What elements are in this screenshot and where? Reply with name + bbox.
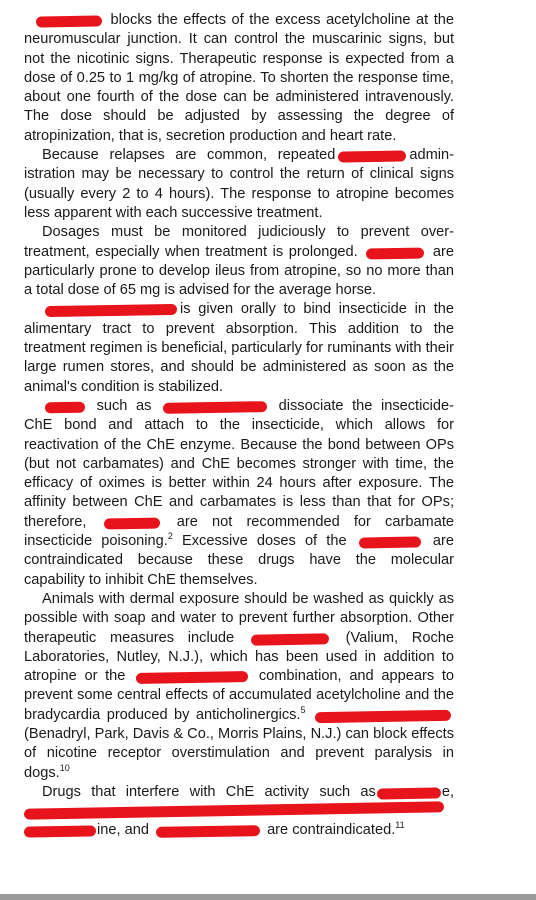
redaction-mark bbox=[156, 826, 260, 839]
redaction-mark bbox=[251, 633, 329, 645]
paragraph-text: (Benadryl, Park, Davis & Co., Morris Plains, N.J.) can block effects of nicotine receptor overstimulation and prevent paralysis in dogs. bbox=[24, 725, 454, 781]
paragraph-text: are contraindicated because these drugs have the molecular capability to inhibit ChE themselves. bbox=[24, 533, 454, 588]
paragraph-text: are contraindicated. bbox=[267, 822, 396, 839]
redaction-mark bbox=[24, 802, 444, 820]
citation-superscript: 2 bbox=[167, 531, 173, 542]
paragraph-text: administration may be necessary to control the return of clinical signs (usually every 2 to 4 hours). The response to atropine becomes less apparent with each successive treatment. bbox=[24, 147, 454, 221]
redaction-mark bbox=[136, 671, 248, 684]
paragraph-text: such as bbox=[96, 397, 152, 414]
document-page bbox=[24, 11, 454, 841]
paragraph-text: Animals with dermal exposure should be washed as quickly as possible with soap and water to prevent further absorption. Other therapeutic measures include bbox=[24, 590, 454, 646]
redaction-mark bbox=[45, 304, 177, 317]
paragraph-text: ine, and bbox=[97, 822, 149, 839]
citation-superscript: 11 bbox=[395, 820, 405, 831]
paragraph-text: (Valium, Roche Laboratories, Nutley, N.J.), which has been used in addition to atropine or the bbox=[24, 629, 454, 685]
bottom-scrollbar-track[interactable] bbox=[0, 894, 536, 900]
redaction-mark bbox=[24, 826, 96, 838]
redaction-mark bbox=[366, 247, 424, 259]
paragraph-charcoal bbox=[24, 300, 454, 396]
redaction-mark bbox=[359, 536, 421, 548]
paragraph-text: are particularly prone to develop ileus from atropine, so no more than a total dose of 65 mg is advised for the average horse. bbox=[24, 243, 455, 299]
paragraph-text: Dosages must be monitored judiciously to prevent overtreatment, especially when treatment is prolonged. bbox=[24, 224, 454, 260]
citation-superscript: 5 bbox=[300, 704, 306, 715]
redaction-mark bbox=[45, 402, 85, 414]
paragraph-oximes bbox=[24, 397, 454, 590]
redaction-mark bbox=[338, 150, 406, 162]
paragraph-text: dissociate the insecticide-ChE bond and attach to the insecticide, which allows for reactivation of the ChE enzyme. Because the bond between OPs (but not carbamates) and ChE becomes stronger with time, the efficacy of oximes is better within 24 hours after exposure. The affinity between ChE and carbamates is less than that for OPs; therefore, bbox=[24, 397, 454, 530]
redaction-mark bbox=[163, 401, 267, 414]
redaction-mark bbox=[377, 787, 441, 799]
paragraph-text: e, bbox=[441, 783, 454, 800]
citation-superscript: 10 bbox=[59, 762, 70, 773]
paragraph-dermal-exposure bbox=[24, 590, 454, 783]
paragraph-atropine-effects bbox=[24, 11, 454, 146]
paragraph-dosages bbox=[24, 223, 454, 300]
paragraph-relapses bbox=[24, 146, 454, 223]
paragraph-text: Because relapses are common, repeated bbox=[42, 147, 336, 164]
paragraph-text: Excessive doses of the bbox=[182, 533, 347, 550]
paragraph-text: is given orally to bind insecticide in the alimentary tract to prevent absorption. This addition to the treatment regimen is beneficial, particularly for ruminants with their large rumen stores, and should be administered as soon as the animal's condition is stabilized. bbox=[24, 301, 454, 395]
paragraph-text: Drugs that interfere with ChE activity such as bbox=[42, 783, 376, 800]
paragraph-text: are not recommended for carbamate insecticide poisoning. bbox=[24, 513, 454, 550]
redaction-mark bbox=[36, 15, 102, 27]
redaction-mark bbox=[315, 710, 451, 723]
paragraph-contraindicated-drugs bbox=[24, 783, 454, 841]
redaction-mark bbox=[104, 517, 160, 529]
paragraph-text: combination, and appears to prevent some central effects of accumulated acetylcholine and the bradycardia produced by anticholinergics. bbox=[24, 668, 454, 723]
paragraph-text: blocks the effects of the excess acetylcholine at the neuromuscular junction. It can control the muscarinic signs, but not the nicotinic signs. Therapeutic response is expected from a dose of 0.25 to 1 mg/kg of atropine. To shorten the response time, about one fourth of the dose can be administered intravenously. The dose should be adjusted by assessing the degree of atropinization, that is, secretion production and heart rate. bbox=[24, 12, 454, 144]
